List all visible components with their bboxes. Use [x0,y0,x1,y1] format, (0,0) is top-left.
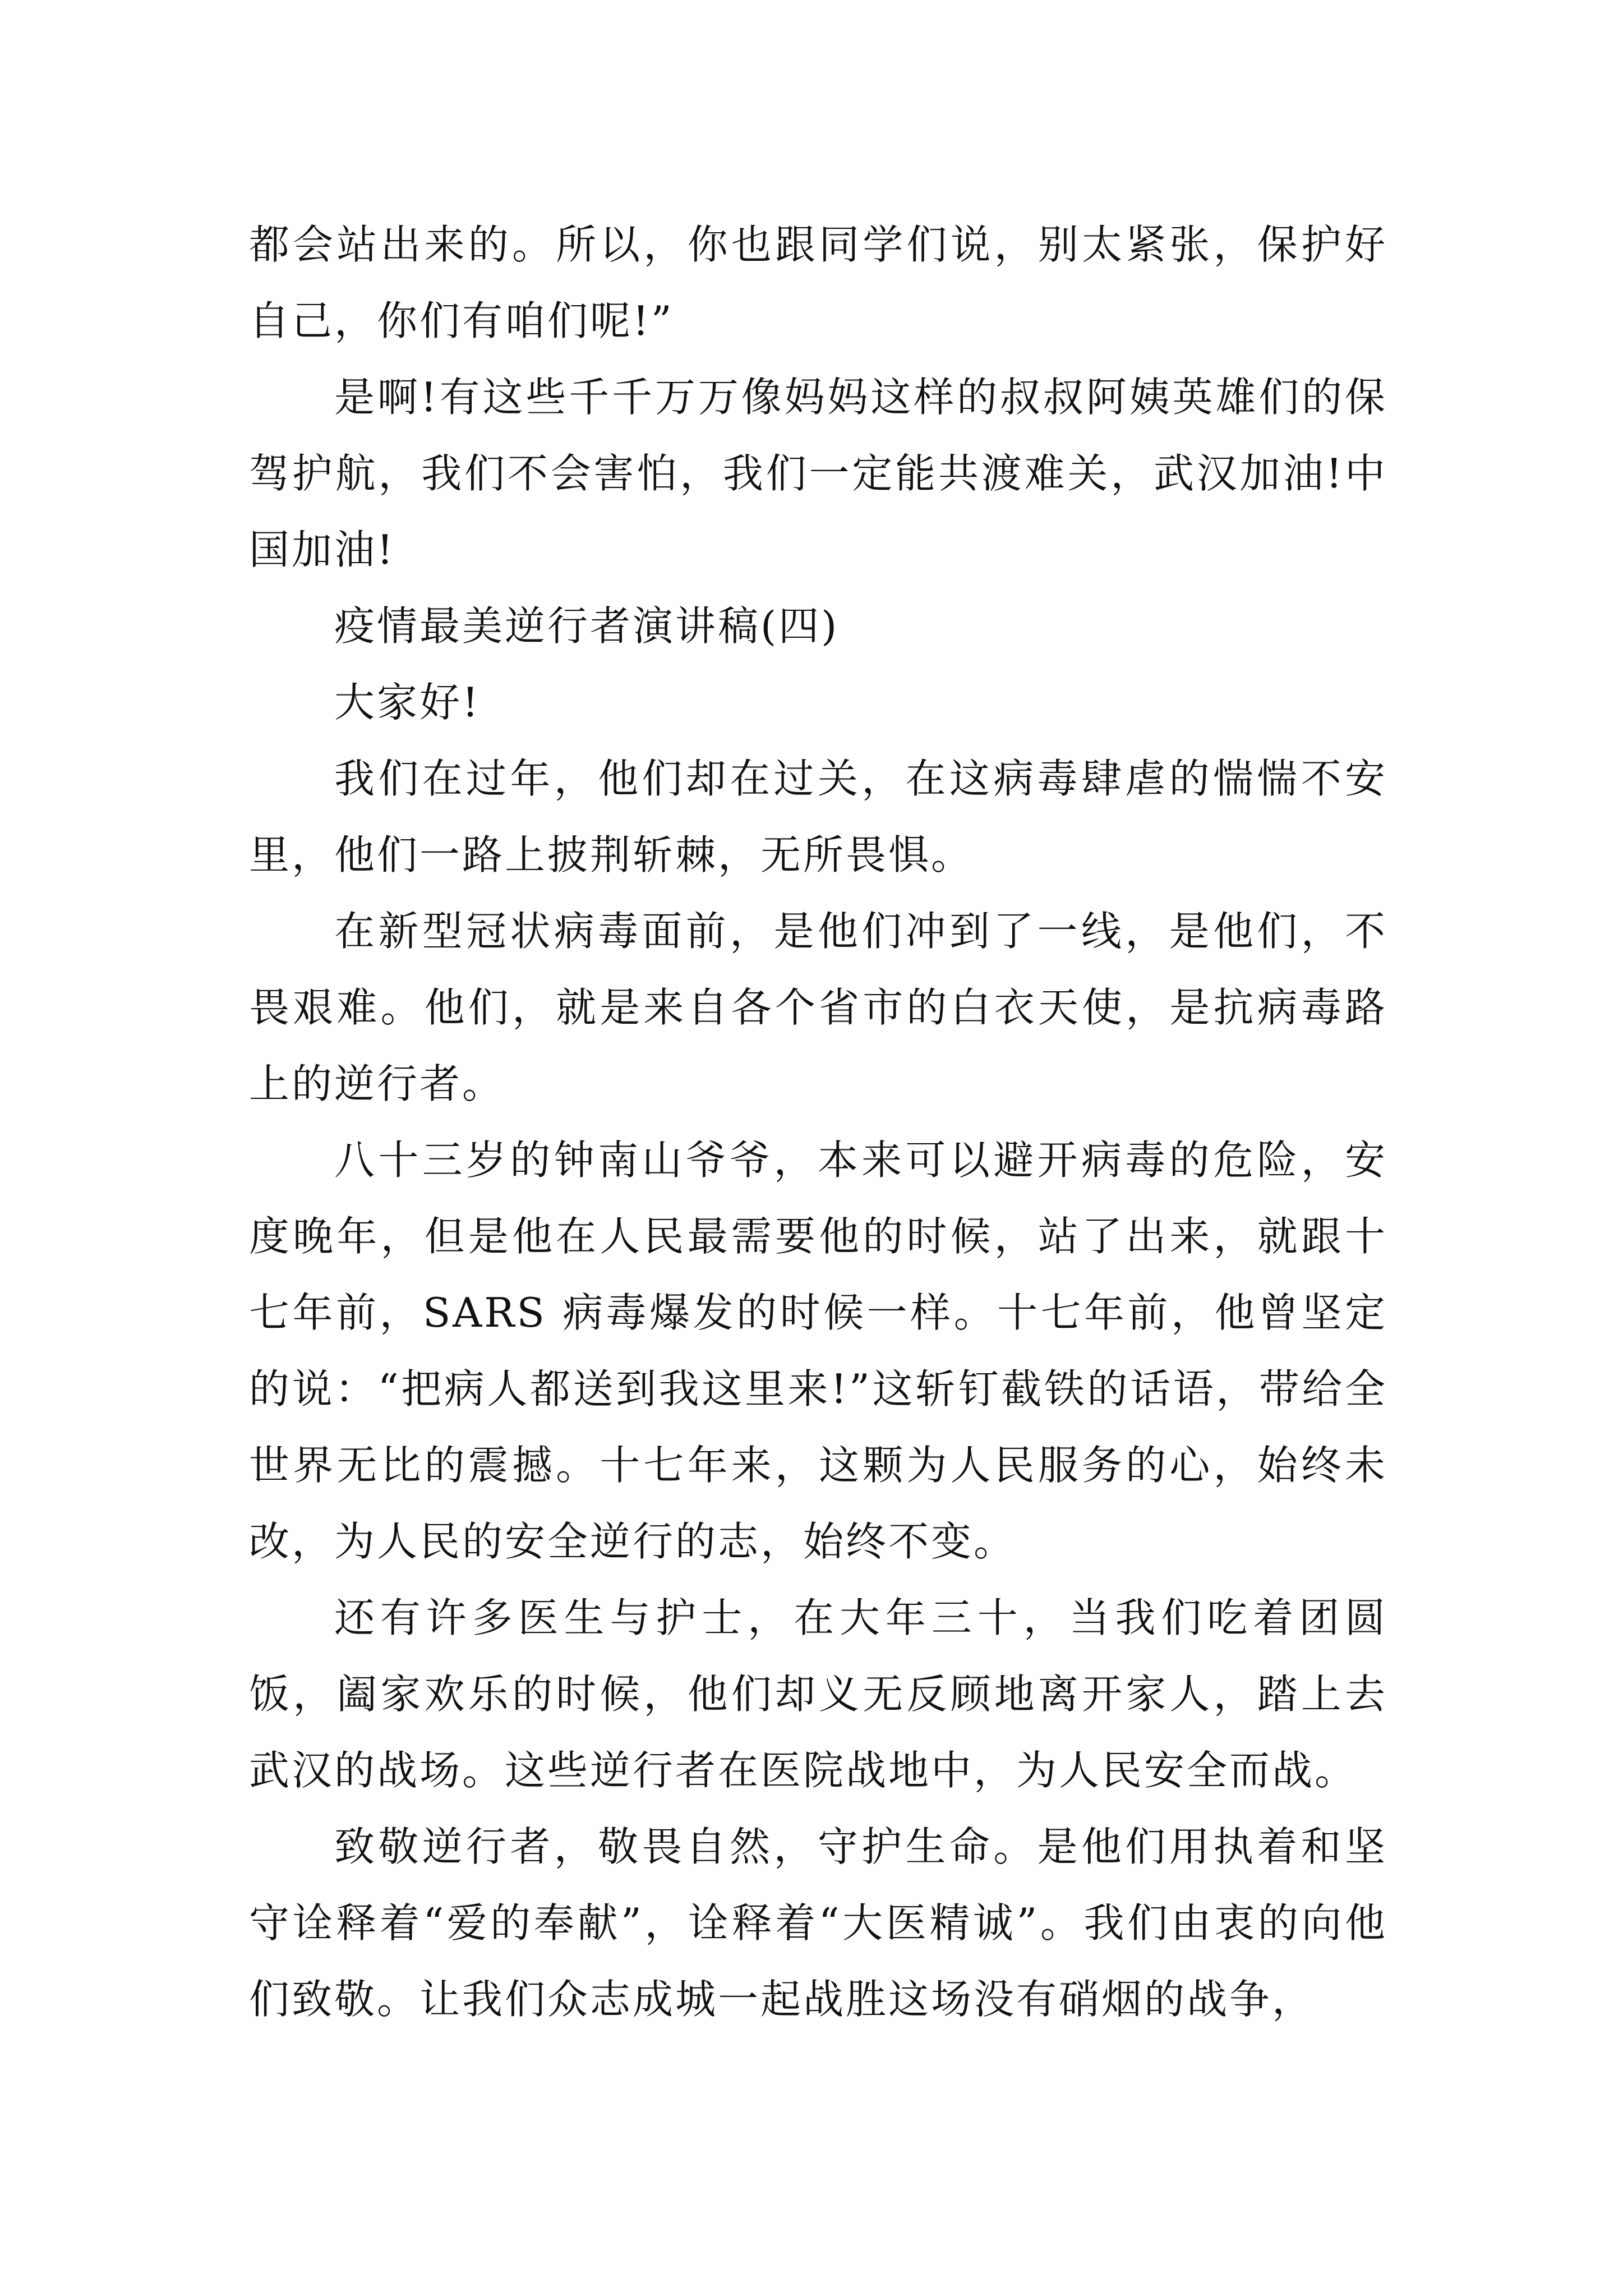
paragraph-8: 还有许多医生与护士，在大年三十，当我们吃着团圆饭，阖家欢乐的时候，他们却义无反顾地离开家人，踏上去武汉的战场。这些逆行者在医院战地中，为人民安全而战。 [249,1594,1387,1794]
paragraph-9: 致敬逆行者，敬畏自然，守护生命。是他们用执着和坚守诠释着“爱的奉献”，诠释着“大医精诚”。我们由衷的向他们致敬。让我们众志成城一起战胜这场没有硝烟的战争， [249,1823,1387,2023]
greeting: 大家好! [334,679,481,726]
paragraph-5: 我们在过年，他们却在过关，在这病毒肆虐的惴惴不安里，他们一路上披荆斩棘，无所畏惧。 [249,755,1387,878]
section-title: 疫情最美逆行者演讲稿(四) [334,602,840,650]
document-body [249,206,1387,2037]
paragraph-1: 都会站出来的。所以，你也跟同学们说，别太紧张，保护好自己，你们有咱们呢!” [249,221,1387,344]
paragraph-2: 是啊!有这些千千万万像妈妈这样的叔叔阿姨英雄们的保驾护航，我们不会害怕，我们一定能共渡难关，武汉加油!中国加油! [249,374,1387,573]
paragraph-7: 八十三岁的钟南山爷爷，本来可以避开病毒的危险，安度晚年，但是他在人民最需要他的时候，站了出来，就跟十七年前，SARS 病毒爆发的时候一样。十七年前，他曾坚定的说：“把病人都送到我这里来!”这斩钉截铁的话语，带给全世界无比的震撼。十七年来，这颗为人民服务的心，始终未改，为人民的安全逆行的志，始终不变。 [249,1137,1387,1565]
paragraph-6: 在新型冠状病毒面前，是他们冲到了一线，是他们，不畏艰难。他们，就是来自各个省市的白衣天使，是抗病毒路上的逆行者。 [249,908,1387,1107]
